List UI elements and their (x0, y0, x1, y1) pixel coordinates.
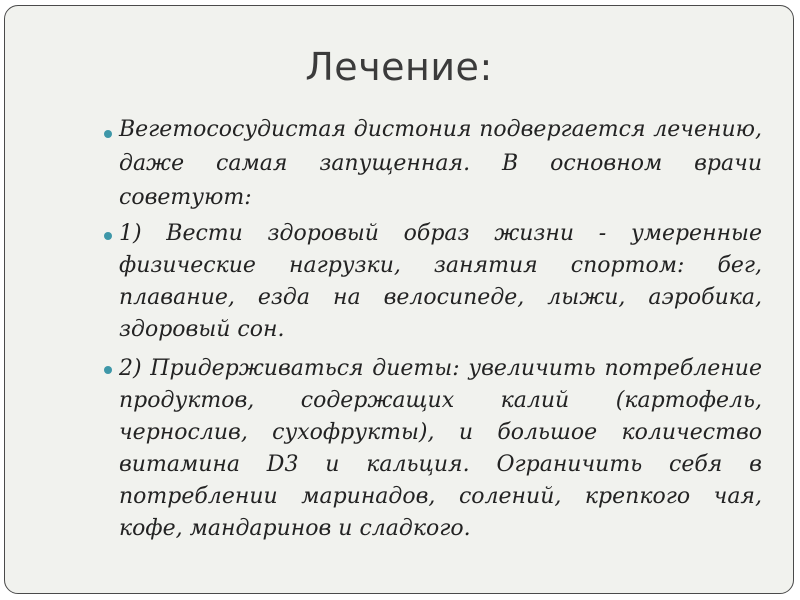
slide-title: Лечение: (305, 45, 493, 89)
bullet-dot-icon (104, 232, 112, 240)
bullet-dot-icon (104, 130, 112, 138)
bullet-text-2: 1) Вести здоровый образ жизни - умеренные физические нагрузки, занятия спортом: бег, плавание, езда на велосипеде, лыжи, аэробика, здоровый сон. (119, 221, 762, 342)
bullet-text-1: Вегетососудистая дистония подвергается лечению, даже самая запущенная. В основном врачи советуют: (119, 117, 762, 210)
slide (4, 5, 794, 594)
bullet-dot-icon (104, 366, 112, 374)
bullet-text-3: 2) Придерживаться диеты: увеличить потребление продуктов, содержащих калий (картофель, чернослив, сухофрукты), и большое количество витамина D3 и кальция. Ограничить себя в потреблении маринадов, солений, крепкого чая, кофе, мандаринов и сладкого. (119, 356, 762, 541)
